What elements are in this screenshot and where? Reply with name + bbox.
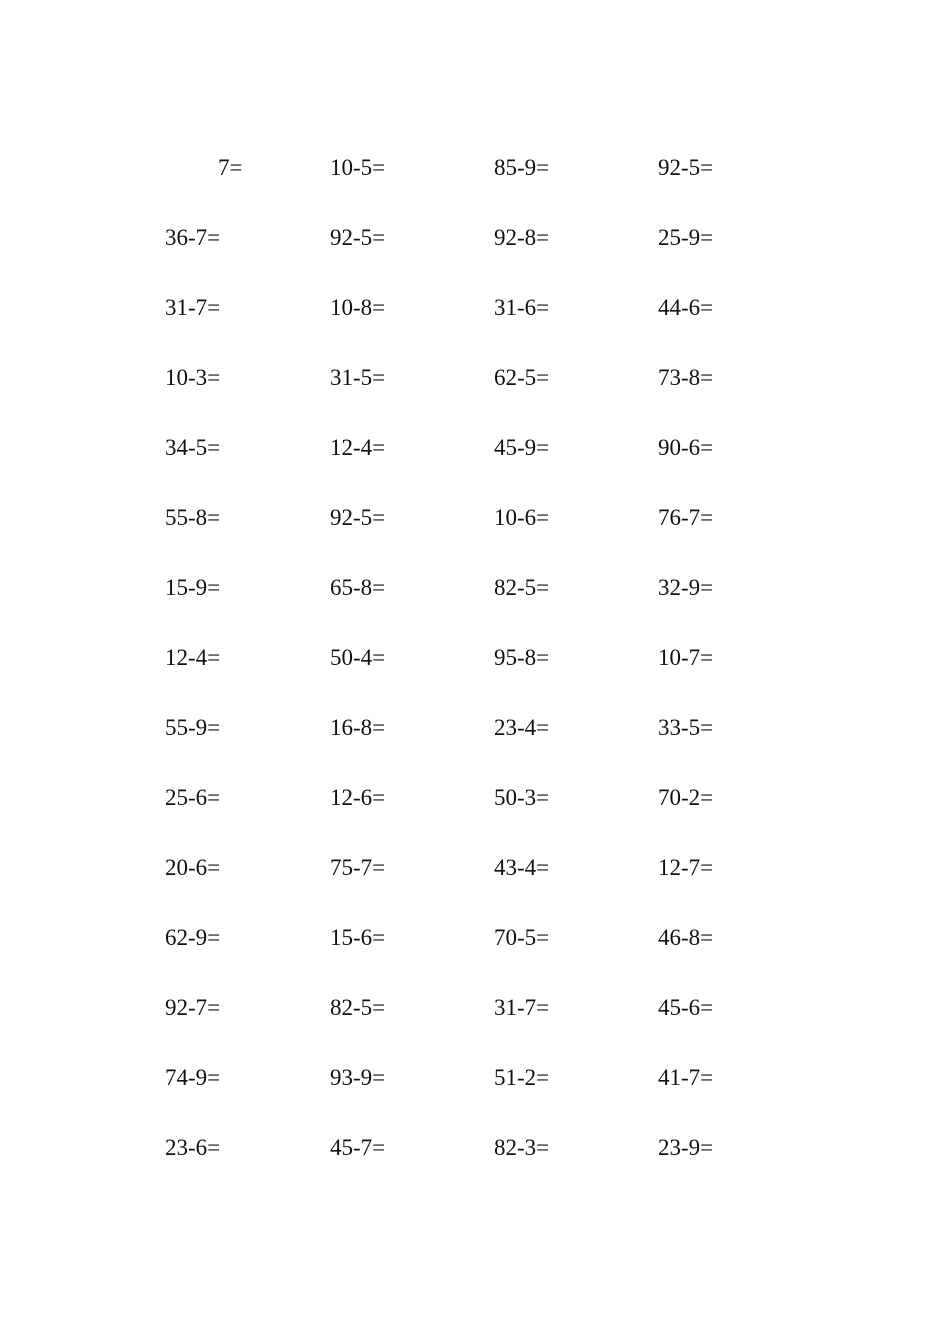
- problem-row: [0, 638, 950, 678]
- math-problem: 25-6=: [165, 785, 221, 810]
- math-problem: 45-9=: [494, 435, 550, 460]
- math-problem: 25-9=: [658, 225, 714, 250]
- math-problem: 10-5=: [330, 155, 386, 180]
- math-problem: 73-8=: [658, 365, 714, 390]
- math-problem: 36-7=: [165, 225, 221, 250]
- math-problem: 75-7=: [330, 855, 386, 880]
- math-problem: 74-9=: [165, 1065, 221, 1090]
- problem-row: [0, 218, 950, 258]
- problem-row: [0, 1058, 950, 1098]
- math-problem: 12-4=: [330, 435, 386, 460]
- math-problem: 10-7=: [658, 645, 714, 670]
- math-problem: 31-5=: [330, 365, 386, 390]
- math-problem: 7=: [218, 155, 243, 180]
- math-problem: 55-8=: [165, 505, 221, 530]
- problem-row: [0, 988, 950, 1028]
- math-problem: 92-7=: [165, 995, 221, 1020]
- problem-row: [0, 288, 950, 328]
- math-problem: 55-9=: [165, 715, 221, 740]
- math-problem: 93-9=: [330, 1065, 386, 1090]
- math-problem: 92-5=: [330, 225, 386, 250]
- math-problem: 31-7=: [165, 295, 221, 320]
- math-problem: 62-9=: [165, 925, 221, 950]
- problem-row: [0, 148, 950, 188]
- math-problem: 15-9=: [165, 575, 221, 600]
- problem-row: [0, 778, 950, 818]
- math-problem: 10-3=: [165, 365, 221, 390]
- math-problem: 70-2=: [658, 785, 714, 810]
- math-problem: 12-4=: [165, 645, 221, 670]
- math-problem: 92-5=: [330, 505, 386, 530]
- math-problem: 16-8=: [330, 715, 386, 740]
- math-problem: 51-2=: [494, 1065, 550, 1090]
- math-problem: 95-8=: [494, 645, 550, 670]
- math-problem: 10-6=: [494, 505, 550, 530]
- math-problem: 23-9=: [658, 1135, 714, 1160]
- math-problem: 50-3=: [494, 785, 550, 810]
- math-problem: 46-8=: [658, 925, 714, 950]
- math-problem: 34-5=: [165, 435, 221, 460]
- math-problem: 41-7=: [658, 1065, 714, 1090]
- problem-row: [0, 498, 950, 538]
- math-problem: 44-6=: [658, 295, 714, 320]
- math-problem: 76-7=: [658, 505, 714, 530]
- math-problem: 92-5=: [658, 155, 714, 180]
- math-problem: 33-5=: [658, 715, 714, 740]
- math-problem: 15-6=: [330, 925, 386, 950]
- math-problem: 62-5=: [494, 365, 550, 390]
- math-problem: 10-8=: [330, 295, 386, 320]
- math-problem: 82-3=: [494, 1135, 550, 1160]
- problem-row: [0, 1128, 950, 1168]
- math-problem: 31-6=: [494, 295, 550, 320]
- problem-row: [0, 848, 950, 888]
- math-problem: 70-5=: [494, 925, 550, 950]
- math-problem: 12-7=: [658, 855, 714, 880]
- math-problem: 65-8=: [330, 575, 386, 600]
- math-problem: 23-4=: [494, 715, 550, 740]
- math-problem: 12-6=: [330, 785, 386, 810]
- problem-row: [0, 708, 950, 748]
- problem-row: [0, 568, 950, 608]
- problem-row: [0, 358, 950, 398]
- math-problem: 90-6=: [658, 435, 714, 460]
- math-problem: 85-9=: [494, 155, 550, 180]
- math-problem: 23-6=: [165, 1135, 221, 1160]
- math-problem: 20-6=: [165, 855, 221, 880]
- math-problem: 82-5=: [330, 995, 386, 1020]
- math-problem: 50-4=: [330, 645, 386, 670]
- math-problem: 43-4=: [494, 855, 550, 880]
- math-problem: 31-7=: [494, 995, 550, 1020]
- math-problem: 32-9=: [658, 575, 714, 600]
- math-problem: 45-7=: [330, 1135, 386, 1160]
- problem-row: [0, 918, 950, 958]
- problem-row: [0, 428, 950, 468]
- math-problem: 45-6=: [658, 995, 714, 1020]
- math-problem: 92-8=: [494, 225, 550, 250]
- math-problem: 82-5=: [494, 575, 550, 600]
